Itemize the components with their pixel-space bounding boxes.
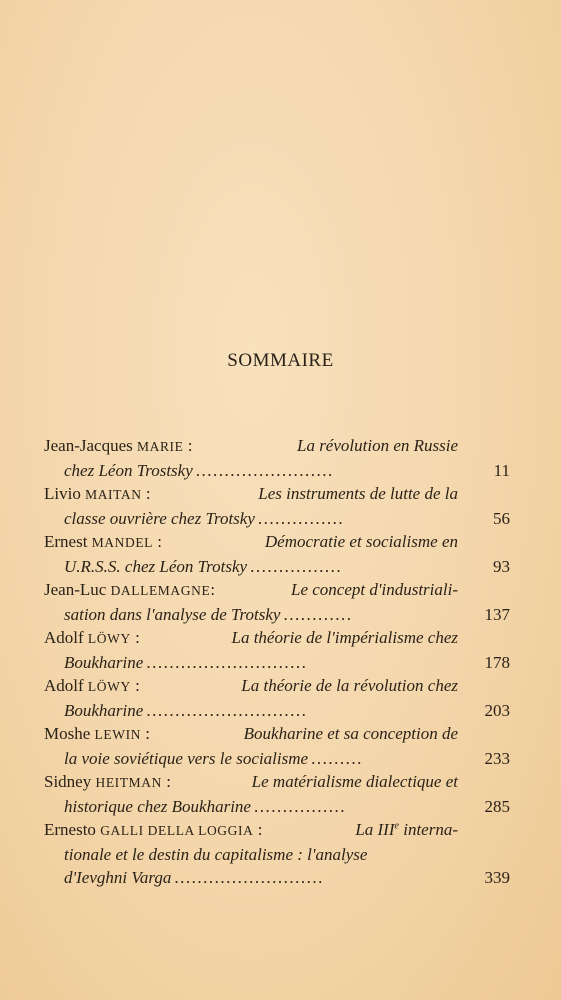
toc-title: La théorie de l'impérialisme chez: [231, 628, 458, 647]
toc-author: Adolf LÖWY :: [44, 628, 140, 647]
toc-title-continued: d'Ievghni Varga: [64, 868, 172, 887]
toc-entry: [44, 578, 510, 626]
toc-author: Ernesto GALLI DELLA LOGGIA :: [44, 820, 263, 839]
toc-title-continued: sation dans l'analyse de Trotsky: [64, 604, 281, 624]
toc-title: La IIIe interna-: [355, 820, 458, 839]
toc-title-continued: Boukharine: [64, 652, 144, 672]
toc-author: Jean-Luc DALLEMAGNE:: [44, 580, 216, 599]
toc-entry: [44, 434, 510, 482]
toc-page-number: 93: [493, 556, 510, 576]
toc-title: Le concept d'industriali-: [290, 580, 458, 599]
toc-entry: [44, 818, 510, 890]
toc-leader-dots: ............................: [146, 700, 308, 720]
toc-author: Ernest MANDEL :: [44, 532, 163, 551]
toc-entry: [44, 722, 510, 770]
toc-entry: [44, 674, 510, 722]
toc-title-continued: U.R.S.S. chez Léon Trotsky: [64, 556, 248, 576]
toc-entry: [44, 530, 510, 578]
toc-page-number: 178: [484, 652, 510, 672]
toc-page-number: 339: [484, 868, 510, 887]
toc-title: Les instruments de lutte de la: [258, 484, 458, 503]
toc-title-continued: classe ouvrière chez Trotsky: [64, 508, 255, 528]
toc-leader-dots: ................: [253, 796, 346, 816]
toc-leader-dots: ............: [283, 604, 353, 624]
toc-leader-dots: ........................: [195, 460, 334, 480]
toc-title: Le matérialisme dialectique et: [251, 772, 458, 791]
toc-leader-dots: .........: [311, 748, 363, 768]
toc-page-number: 56: [493, 508, 510, 528]
toc-author: Adolf LÖWY :: [44, 676, 140, 695]
toc-title-continued: Boukharine: [64, 700, 144, 720]
toc-title: La révolution en Russie: [296, 436, 458, 455]
toc-title-continued: historique chez Boukharine: [64, 796, 251, 816]
toc-entry: [44, 626, 510, 674]
toc-leader-dots: ..........................: [174, 868, 324, 887]
toc-page-number: 285: [484, 796, 510, 816]
toc-leader-dots: ................: [250, 556, 343, 576]
toc-entry: [44, 770, 510, 818]
table-of-contents: [44, 434, 510, 890]
toc-author: Jean-Jacques MARIE :: [44, 436, 193, 455]
toc-page-number: 233: [484, 748, 510, 768]
toc-title: Boukharine et sa conception de: [243, 724, 458, 743]
toc-entry: [44, 482, 510, 530]
page-heading: SOMMAIRE: [227, 350, 334, 371]
toc-title: La théorie de la révolution chez: [241, 676, 458, 695]
toc-author: Sidney HEITMAN :: [44, 772, 171, 791]
toc-title-continued: chez Léon Trostsky: [64, 460, 193, 480]
toc-page-number: 11: [493, 460, 510, 480]
toc-title-continued: tionale et le destin du capitalisme : l'analyse: [64, 844, 368, 864]
toc-author: Moshe LEWIN :: [44, 724, 150, 743]
toc-page-number: 203: [484, 700, 510, 720]
toc-leader-dots: ...............: [257, 508, 345, 528]
toc-title-continued: la voie soviétique vers le socialisme: [64, 748, 309, 768]
toc-page-number: 137: [484, 604, 510, 624]
toc-leader-dots: ............................: [146, 652, 308, 672]
toc-title: Démocratie et socialisme en: [264, 532, 458, 551]
toc-author: Livio MAITAN :: [44, 484, 151, 503]
